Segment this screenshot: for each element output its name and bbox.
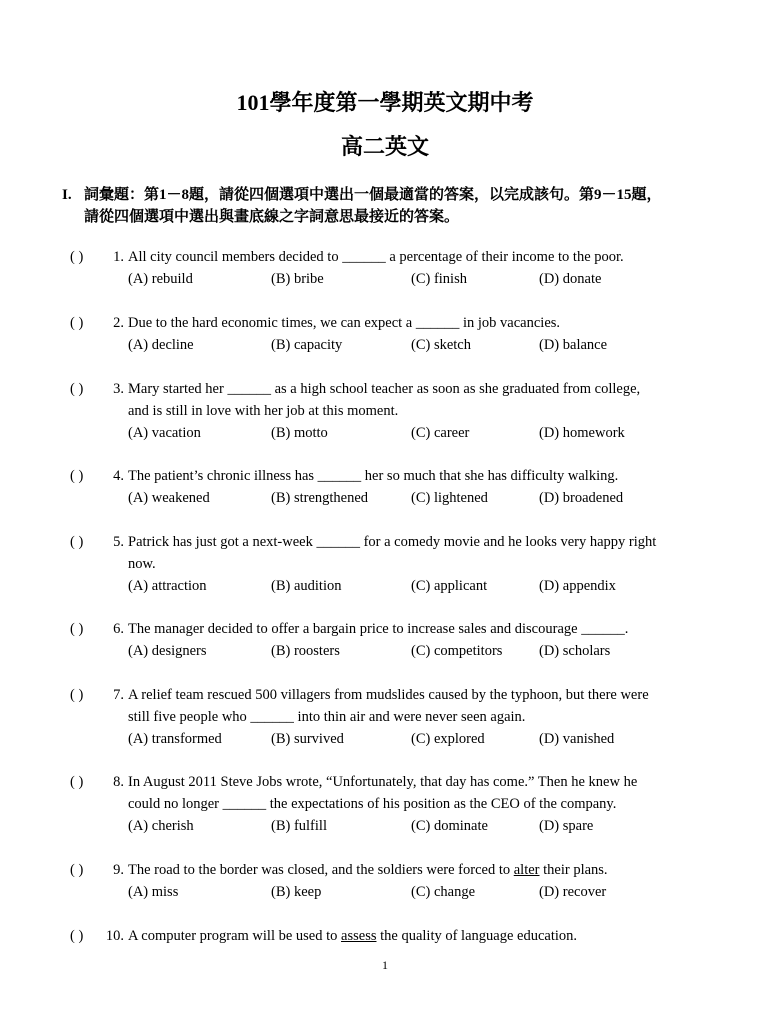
question-text-after: their plans. <box>539 862 608 878</box>
question-number: 2. <box>113 315 124 331</box>
option-a: (A) attraction <box>128 578 207 594</box>
underlined-word: assess <box>341 928 377 944</box>
option-c: (C) career <box>411 425 470 441</box>
answer-blank[interactable]: ( ) <box>70 315 84 331</box>
question-text-continued: could no longer ______ the expectations of his position as the CEO of the company. <box>128 796 617 812</box>
option-c: (C) applicant <box>411 578 488 594</box>
exam-subtitle: 高二英文 <box>340 134 429 159</box>
option-d: (D) homework <box>539 425 625 441</box>
option-c: (C) change <box>411 884 476 900</box>
option-c: (C) finish <box>411 271 467 287</box>
option-d: (D) appendix <box>539 578 616 594</box>
question-text: All city council members decided to ______ a percentage of their income to the poor. <box>128 249 624 265</box>
instructions-line-2: 請從四個選項中選出與畫底線之字詞意思最接近的答案。 <box>84 209 460 225</box>
option-b: (B) audition <box>271 578 342 594</box>
question-number: 4. <box>113 468 124 484</box>
option-a: (A) weakened <box>128 490 210 506</box>
answer-blank[interactable]: ( ) <box>70 381 84 397</box>
option-a: (A) vacation <box>128 425 201 441</box>
option-c: (C) competitors <box>411 643 503 659</box>
section-number: I. <box>62 187 72 203</box>
question-text: A relief team rescued 500 villagers from mudslides caused by the typhoon, but there were <box>128 687 649 703</box>
question-text-continued: still five people who ______ into thin air and were never seen again. <box>128 709 526 725</box>
question-number: 10. <box>105 928 124 944</box>
option-a: (A) decline <box>128 337 194 353</box>
answer-blank[interactable]: ( ) <box>70 468 84 484</box>
question-text-before: A computer program will be used to <box>128 928 342 944</box>
question-number: 1. <box>113 249 124 265</box>
question-text <box>128 859 608 881</box>
answer-blank[interactable]: ( ) <box>70 249 84 265</box>
question-text: In August 2011 Steve Jobs wrote, “Unfortunately, that day has come.” Then he knew he <box>128 774 638 790</box>
answer-blank[interactable]: ( ) <box>70 687 84 703</box>
answer-blank[interactable]: ( ) <box>70 862 84 878</box>
option-b: (B) capacity <box>271 337 343 353</box>
option-a: (A) miss <box>128 884 179 900</box>
option-b: (B) fulfill <box>271 818 327 834</box>
question-text <box>128 925 577 947</box>
section-instructions <box>62 184 712 228</box>
option-c: (C) explored <box>411 731 485 747</box>
answer-blank[interactable]: ( ) <box>70 774 84 790</box>
option-c: (C) dominate <box>411 818 488 834</box>
option-b: (B) survived <box>271 731 344 747</box>
question-text-after: the quality of language education. <box>376 928 577 944</box>
option-b: (B) roosters <box>271 643 340 659</box>
answer-blank[interactable]: ( ) <box>70 621 84 637</box>
option-d: (D) donate <box>539 271 602 287</box>
option-b: (B) strengthened <box>271 490 369 506</box>
option-a: (A) rebuild <box>128 271 193 287</box>
question-text: Mary started her ______ as a high school teacher as soon as she graduated from college, <box>128 381 641 397</box>
question-text: Patrick has just got a next-week ______ for a comedy movie and he looks very happy right <box>128 534 657 550</box>
option-a: (A) transformed <box>128 731 222 747</box>
question-text-before: The road to the border was closed, and the soldiers were forced to <box>128 862 514 878</box>
question-number: 3. <box>113 381 124 397</box>
option-c: (C) lightened <box>411 490 488 506</box>
exam-title: 101學年度第一學期英文期中考 <box>236 90 534 115</box>
underlined-word: alter <box>513 862 540 878</box>
question-number: 8. <box>113 774 124 790</box>
option-d: (D) recover <box>539 884 607 900</box>
question-text-continued: now. <box>128 556 156 572</box>
option-b: (B) keep <box>271 884 322 900</box>
question-text: The patient’s chronic illness has ______ her so much that she has difficulty walking. <box>128 468 619 484</box>
question-text: Due to the hard economic times, we can expect a ______ in job vacancies. <box>128 315 561 331</box>
question-number: 7. <box>113 687 124 703</box>
question-number: 6. <box>113 621 124 637</box>
answer-blank[interactable]: ( ) <box>70 928 84 944</box>
option-b: (B) bribe <box>271 271 324 287</box>
option-a: (A) cherish <box>128 818 194 834</box>
question-text-continued: and is still in love with her job at this moment. <box>128 403 399 419</box>
question-number: 5. <box>113 534 124 550</box>
option-d: (D) scholars <box>539 643 611 659</box>
option-d: (D) broadened <box>539 490 624 506</box>
option-a: (A) designers <box>128 643 207 659</box>
option-c: (C) sketch <box>411 337 471 353</box>
question-number: 9. <box>113 862 124 878</box>
instructions-line-1: 詞彙題：第1－8題，請從四個選項中選出一個最適當的答案，以完成該句。第9－15題， <box>84 187 662 203</box>
option-d: (D) spare <box>539 818 594 834</box>
option-b: (B) motto <box>271 425 328 441</box>
page-number: 1 <box>382 958 388 972</box>
option-d: (D) vanished <box>539 731 615 747</box>
question-text: The manager decided to offer a bargain price to increase sales and discourage ______. <box>128 621 629 637</box>
option-d: (D) balance <box>539 337 608 353</box>
answer-blank[interactable]: ( ) <box>70 534 84 550</box>
